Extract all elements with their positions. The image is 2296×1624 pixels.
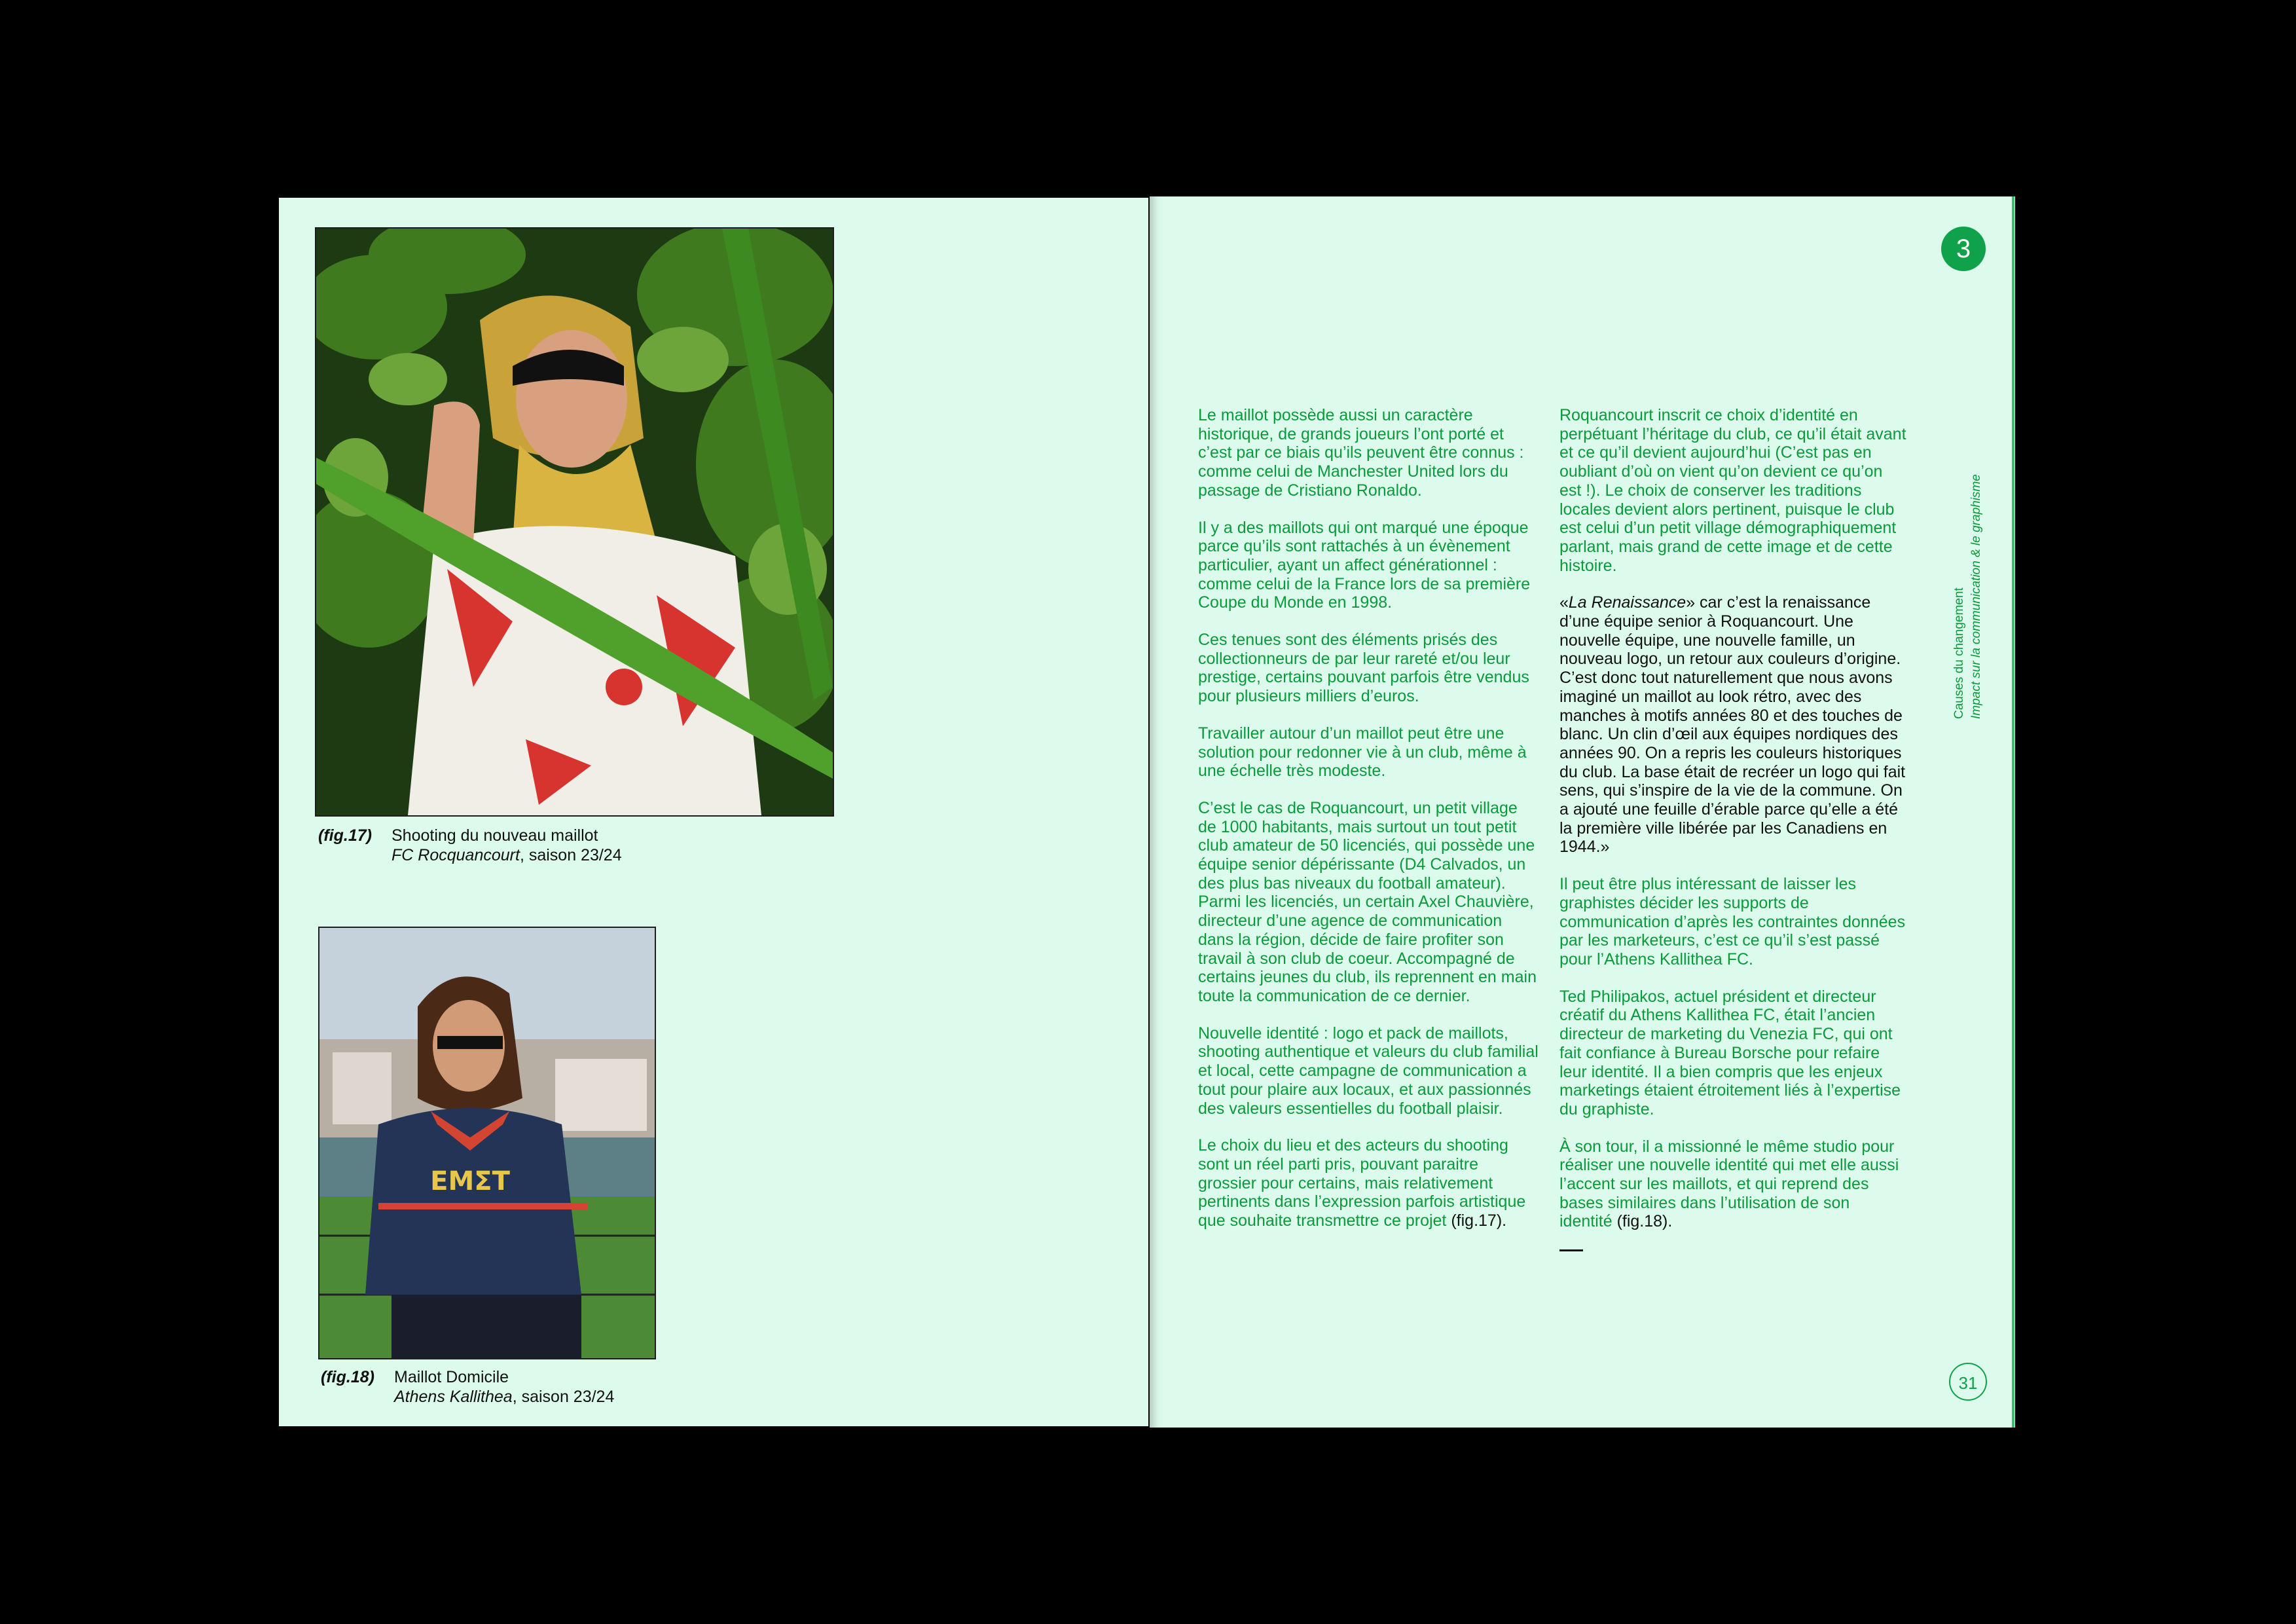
fig17-caption	[318, 826, 711, 866]
side-subtitle: Impact sur la communication & le graphisme	[1969, 474, 1983, 719]
fig17-caption-line2	[392, 845, 622, 865]
chapter-number-badge: 3	[1941, 227, 1986, 271]
fig18-season: , saison 23/24	[512, 1388, 615, 1406]
col2-quote	[1559, 593, 1906, 857]
text-column-2	[1559, 406, 1906, 1251]
fig17-reference: (fig.17).	[1451, 1211, 1507, 1230]
col2-p5-text: À son tour, il a missionné le même studio pour réaliser une nouvelle identité qui met elle aussi l’accent sur les maillots, et qui reprend des bases similaires dans l’utilisation de son identité	[1559, 1137, 1899, 1231]
col2-p5-end: .	[1667, 1212, 1673, 1231]
fig18-reference: (fig.18)	[1616, 1212, 1668, 1231]
fig18-club-name: Athens Kallithea	[394, 1388, 513, 1406]
col1-paragraph-7	[1198, 1136, 1539, 1230]
col1-p7-text: Le choix du lieu et des acteurs du shooting sont un réel parti pris, pouvant paraitre grossier pour certains, mais relativement pertinents dans l’expression parfois artistique que souhaite transmettre ce projet	[1198, 1136, 1526, 1230]
quote-body: » car c’est la renaissance d’une équipe senior à Roquancourt. Une nouvelle équipe, une nouvelle famille, un nouveau logo, un retour aux couleurs d’origine. C’est donc tout naturellement que nous avons imaginé un maillot au look rétro, avec des manches à motifs années 80 et des touches de blanc. Un clin d’œil aux équipes nordiques des années 90. On a repris les couleurs historiques du club. La base était de recréer un logo qui fait sens, qui s’inspire de la vie de la commune. On a ajouté une feuille d’érable parce qu’elle a été la première ville libérée par les Canadiens en 1944.»	[1559, 593, 1906, 857]
fig17-season: , saison 23/24	[519, 846, 622, 864]
col1-paragraph-1: Le maillot possède aussi un caractère historique, de grands joueurs l’ont porté et c’est par ce biais qu’ils peuvent être connus : comme celui de Manchester United lors du passage de Cristiano Ronaldo.	[1198, 406, 1524, 500]
fig17-caption-text	[392, 826, 622, 865]
col2-paragraph-3: Il peut être plus intéressant de laisser les graphistes décider les supports de communication d’après les contraintes données par les marketeurs, c’est ce qu’il s’est passé pour l’Athens Kallithea FC.	[1559, 875, 1906, 969]
fig18-label: (fig.18)	[321, 1368, 374, 1386]
fig18-caption-text	[394, 1367, 614, 1407]
col1-paragraph-3: Ces tenues sont des éléments prisés des collectionneurs de par leur rareté et/ou leur prestige, certains pouvant parfois être vendus pour plusieurs milliers d’euros.	[1198, 631, 1529, 706]
col1-paragraph-2: Il y a des maillots qui ont marqué une époque parce qu’ils sont rattachés à un évènement particulier, ayant un affect générationnel : comme celui de la France lors de sa première Coupe du Monde en 1998.	[1198, 518, 1531, 612]
page-number: 31	[1949, 1363, 1987, 1401]
fig17-caption-line1: Shooting du nouveau maillot	[392, 826, 598, 845]
col1-paragraph-4: Travailler autour d’un maillot peut être une solution pour redonner vie à un club, même à une échelle très modeste.	[1198, 724, 1527, 781]
side-title: Causes du changement	[1952, 587, 1966, 719]
fig18-caption	[321, 1367, 714, 1408]
fig18-photo	[318, 927, 656, 1359]
col2-paragraph-5	[1559, 1137, 1906, 1232]
fig18-caption-line2	[394, 1387, 614, 1407]
page-edge-line	[2012, 196, 2014, 1428]
quote-title: La Renaissance	[1568, 593, 1686, 612]
running-header-vertical	[1951, 405, 1985, 719]
text-column-1	[1198, 406, 1539, 1249]
quote-open: «	[1559, 593, 1569, 612]
end-dash	[1559, 1249, 1583, 1251]
col1-paragraph-6: Nouvelle identité : logo et pack de maillots, shooting authentique et valeurs du club familial et local, cette campagne de communication a tout pour plaire aux locaux, et aux passionnés des valeurs essentielles du football plaisir.	[1198, 1024, 1539, 1118]
col2-paragraph-1: Roquancourt inscrit ce choix d’identité en perpétuant l’héritage du club, ce qu’il était avant et ce qu’il devient aujourd’hui (C’est pas en oubliant d’où on vient qu’on devient ce qu’on est !). Le choix de conserver les traditions locales devient alors pertinent, puisque le club est celui d’un petit village démographiquement parlant, mais grand de cette image et de cette histoire.	[1559, 406, 1906, 575]
fig18-caption-line1: Maillot Domicile	[394, 1368, 509, 1386]
fig18-shirt-text: ΕΜΣΤ	[430, 1166, 510, 1196]
fig17-label: (fig.17)	[318, 826, 372, 845]
fig17-club-name: FC Rocquancourt	[392, 846, 520, 864]
col2-paragraph-4: Ted Philipakos, actuel président et directeur créatif du Athens Kallithea FC, était l’ancien directeur de marketing du Venezia FC, qui ont fait confiance à Bureau Borsche pour refaire leur identité. Il a bien compris que les enjeux marketings étaient étroitement liés à l’expertise du graphiste.	[1559, 987, 1901, 1118]
col1-paragraph-5: C’est le cas de Roquancourt, un petit village de 1000 habitants, mais surtout un tout petit club amateur de 50 licenciés, qui possède une équipe senior dépérissante (D4 Calvados, un des plus bas niveaux du football amateur). Parmi les licenciés, un certain Axel Chauvière, directeur d’une agence de communication dans la région, décide de faire profiter son travail à son club de coeur. Accompagné de certains jeunes du club, ils reprennent en main toute la communication de ce dernier.	[1198, 798, 1537, 1005]
fig17-photo	[315, 227, 834, 817]
